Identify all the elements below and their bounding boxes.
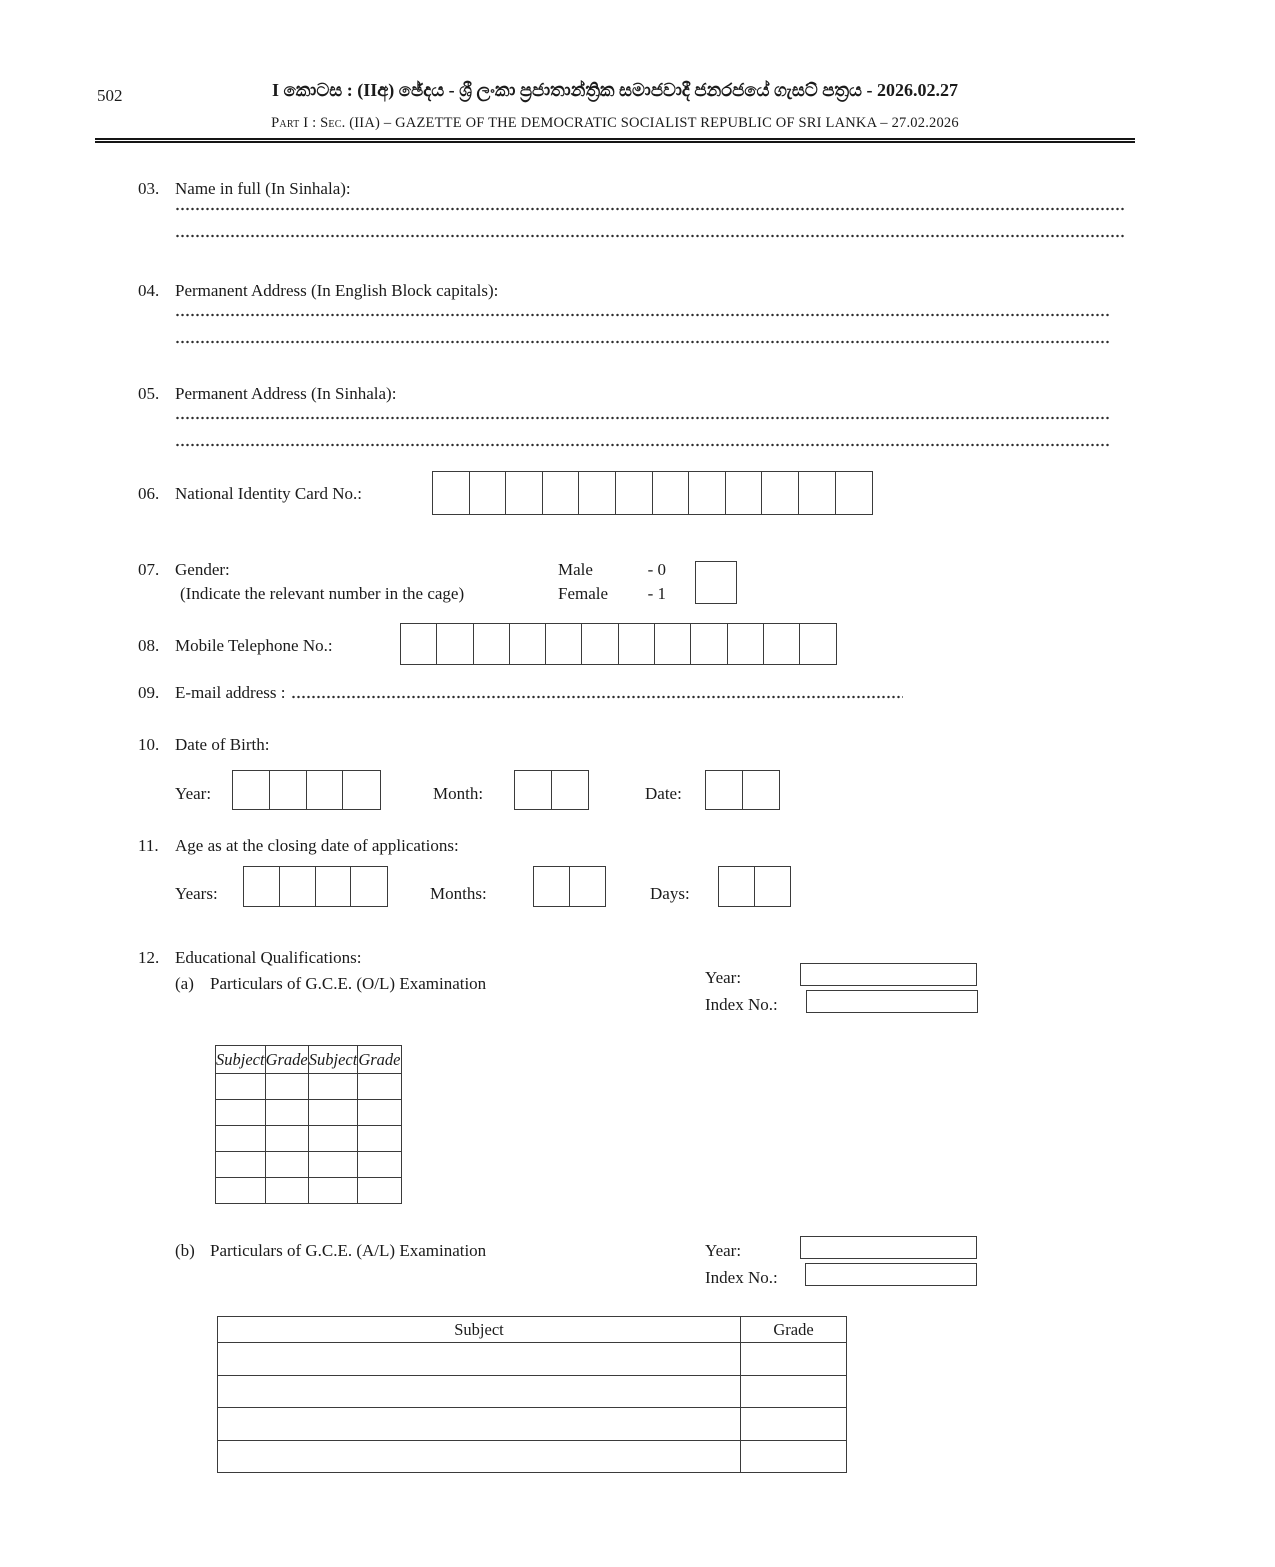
field-05-number: 05. (138, 384, 160, 403)
ol-cell[interactable] (216, 1126, 266, 1152)
nic-cell[interactable] (761, 471, 799, 515)
field-06-number: 06. (138, 484, 160, 503)
ol-cell[interactable] (308, 1178, 358, 1204)
mobile-cell[interactable] (400, 623, 438, 665)
ol-index-label: Index No.: (705, 995, 778, 1014)
ol-header-row (216, 1046, 402, 1074)
field-10 (138, 734, 269, 755)
ol-header-grade-1: Grade (265, 1046, 308, 1074)
dob-month-cells (514, 770, 589, 810)
mobile-cell[interactable] (581, 623, 619, 665)
al-cell[interactable] (741, 1375, 847, 1408)
field-10-label: Date of Birth: (175, 735, 270, 754)
age-years-cell[interactable] (243, 866, 280, 907)
field-04 (138, 280, 498, 301)
nic-cell[interactable] (578, 471, 616, 515)
mobile-cell[interactable] (618, 623, 656, 665)
field-11 (138, 835, 459, 856)
field-12-number: 12. (138, 948, 160, 967)
dob-year-cells (232, 770, 381, 810)
gazette-header-sinhala: I කොටස : (IIඅ) ඡේදය - ශ්‍රී ලංකා ප්‍රජාතාන්ත්‍රික සමාජවාදී ජනරජයේ ගැසට් පත්‍රය - 2026.02.27 (272, 80, 958, 100)
age-years-label: Years: (175, 884, 218, 903)
ol-cell[interactable] (358, 1178, 401, 1204)
field-07-label: Gender: (175, 560, 230, 579)
nic-cell[interactable] (652, 471, 690, 515)
al-row (218, 1440, 847, 1473)
dob-date-cell[interactable] (742, 770, 780, 810)
age-months-cells (533, 866, 606, 907)
dob-year-cell[interactable] (269, 770, 307, 810)
ol-row (216, 1074, 402, 1100)
field-10-number: 10. (138, 735, 160, 754)
field-12a (175, 973, 486, 994)
ol-cell[interactable] (216, 1100, 266, 1126)
mobile-cell[interactable] (763, 623, 801, 665)
age-months-label: Months: (430, 884, 487, 903)
ol-header-subject-1: Subject (216, 1046, 266, 1074)
male-label: Male (558, 560, 593, 579)
nic-cell[interactable] (542, 471, 580, 515)
header-double-rule (95, 138, 1135, 143)
dob-date-label: Date: (645, 784, 682, 803)
nic-cell[interactable] (798, 471, 836, 515)
field-12a-number: (a) (175, 974, 194, 993)
ol-cell[interactable] (358, 1126, 401, 1152)
al-year-box[interactable] (800, 1236, 977, 1259)
ol-header-subject-2: Subject (308, 1046, 358, 1074)
field-07-number: 07. (138, 560, 160, 579)
nic-cell[interactable] (688, 471, 726, 515)
field-03 (138, 178, 351, 199)
ol-cell[interactable] (265, 1178, 308, 1204)
field-12b-number: (b) (175, 1241, 195, 1260)
nic-cell[interactable] (469, 471, 507, 515)
female-code: - 1 (647, 584, 666, 603)
al-header-subject: Subject (218, 1317, 741, 1343)
age-months-cell[interactable] (533, 866, 570, 907)
age-years-cell[interactable] (279, 866, 316, 907)
ol-year-box[interactable] (800, 963, 977, 986)
field-04-writein-line-1[interactable] (175, 313, 1110, 317)
nic-cell[interactable] (505, 471, 543, 515)
al-row (218, 1343, 847, 1376)
field-03-number: 03. (138, 179, 160, 198)
mobile-cell[interactable] (654, 623, 692, 665)
field-12 (138, 947, 361, 968)
ol-cell[interactable] (308, 1126, 358, 1152)
field-04-label: Permanent Address (In English Block capitals): (175, 281, 499, 300)
field-05 (138, 383, 396, 404)
ol-cell[interactable] (216, 1178, 266, 1204)
page-number: 502 (97, 86, 123, 105)
al-row (218, 1408, 847, 1441)
nic-number-cells (432, 471, 873, 515)
age-years-cell[interactable] (350, 866, 387, 907)
field-04-writein-line-2[interactable] (175, 340, 1110, 344)
ol-cell[interactable] (265, 1126, 308, 1152)
al-index-box[interactable] (805, 1263, 977, 1286)
age-days-cell[interactable] (754, 866, 791, 907)
ol-header-grade-2: Grade (358, 1046, 401, 1074)
ol-year-label: Year: (705, 968, 742, 987)
ol-cell[interactable] (216, 1074, 266, 1100)
ol-cell[interactable] (358, 1100, 401, 1126)
field-09-writein-line[interactable] (291, 695, 903, 699)
mobile-cell[interactable] (436, 623, 474, 665)
ol-index-box[interactable] (806, 990, 978, 1013)
nic-cell[interactable] (615, 471, 653, 515)
dob-month-cell[interactable] (514, 770, 552, 810)
field-05-writein-line-2[interactable] (175, 443, 1110, 447)
field-12b (175, 1240, 486, 1261)
field-08 (138, 635, 333, 656)
ol-row (216, 1100, 402, 1126)
ol-cell[interactable] (265, 1152, 308, 1178)
al-cell[interactable] (741, 1440, 847, 1473)
field-09 (138, 682, 903, 703)
al-results-table (217, 1316, 847, 1473)
dob-date-cells (705, 770, 780, 810)
al-header-row (218, 1317, 847, 1343)
gazette-header-english: Part I : Sec. (IIA) – GAZETTE OF THE DEMOCRATIC SOCIALIST REPUBLIC OF SRI LANKA – 27.02.2026 (271, 115, 959, 131)
field-08-label: Mobile Telephone No.: (175, 636, 333, 655)
field-03-label: Name in full (In Sinhala): (175, 179, 351, 198)
al-cell[interactable] (741, 1343, 847, 1376)
dob-month-cell[interactable] (551, 770, 589, 810)
age-days-label: Days: (650, 884, 690, 903)
dob-year-cell[interactable] (342, 770, 380, 810)
field-09-label: E-mail address : (175, 683, 286, 702)
dob-year-cell[interactable] (306, 770, 344, 810)
field-05-writein-line-1[interactable] (175, 416, 1110, 420)
field-11-label: Age as at the closing date of applications: (175, 836, 459, 855)
mobile-cell[interactable] (727, 623, 765, 665)
mobile-cell[interactable] (473, 623, 511, 665)
ol-row (216, 1126, 402, 1152)
al-year-label: Year: (705, 1241, 742, 1260)
female-label: Female (558, 584, 609, 603)
age-days-cells (718, 866, 791, 907)
mobile-cell[interactable] (690, 623, 728, 665)
gender-option-female (558, 583, 666, 604)
al-cell[interactable] (741, 1408, 847, 1441)
ol-cell[interactable] (216, 1152, 266, 1178)
dob-month-label: Month: (433, 784, 484, 803)
field-03-writein-line-1[interactable] (175, 207, 1125, 211)
field-06 (138, 483, 362, 504)
ol-row (216, 1152, 402, 1178)
gender-option-male (558, 559, 666, 580)
dob-year-label: Year: (175, 784, 212, 803)
al-cell[interactable] (218, 1408, 741, 1441)
ol-results-table (215, 1045, 402, 1204)
al-cell[interactable] (218, 1375, 741, 1408)
field-12b-label: Particulars of G.C.E. (A/L) Examination (210, 1241, 487, 1260)
field-03-writein-line-2[interactable] (175, 234, 1125, 238)
age-days-cell[interactable] (718, 866, 755, 907)
al-cell[interactable] (218, 1440, 741, 1473)
gender-cage-box[interactable] (695, 561, 737, 604)
field-11-number: 11. (138, 836, 159, 855)
mobile-cell[interactable] (509, 623, 547, 665)
dob-date-cell[interactable] (705, 770, 743, 810)
field-07-instruction: (Indicate the relevant number in the cage) (180, 584, 465, 603)
al-cell[interactable] (218, 1343, 741, 1376)
mobile-number-cells (400, 623, 837, 665)
nic-cell[interactable] (432, 471, 470, 515)
field-12-label: Educational Qualifications: (175, 948, 362, 967)
mobile-cell[interactable] (545, 623, 583, 665)
field-09-number: 09. (138, 683, 160, 702)
ol-row (216, 1178, 402, 1204)
nic-cell[interactable] (725, 471, 763, 515)
field-08-number: 08. (138, 636, 160, 655)
al-header-grade: Grade (741, 1317, 847, 1343)
al-row (218, 1375, 847, 1408)
ol-cell[interactable] (308, 1074, 358, 1100)
ol-cell[interactable] (358, 1152, 401, 1178)
ol-cell[interactable] (358, 1074, 401, 1100)
al-index-label: Index No.: (705, 1268, 778, 1287)
ol-cell[interactable] (308, 1152, 358, 1178)
ol-cell[interactable] (265, 1074, 308, 1100)
age-months-cell[interactable] (569, 866, 606, 907)
nic-cell[interactable] (835, 471, 873, 515)
age-years-cell[interactable] (315, 866, 352, 907)
ol-cell[interactable] (308, 1100, 358, 1126)
mobile-cell[interactable] (799, 623, 837, 665)
ol-cell[interactable] (265, 1100, 308, 1126)
dob-year-cell[interactable] (232, 770, 270, 810)
male-code: - 0 (647, 560, 666, 579)
field-05-label: Permanent Address (In Sinhala): (175, 384, 397, 403)
field-04-number: 04. (138, 281, 160, 300)
age-years-cells (243, 866, 388, 907)
field-12a-label: Particulars of G.C.E. (O/L) Examination (210, 974, 487, 993)
field-06-label: National Identity Card No.: (175, 484, 362, 503)
